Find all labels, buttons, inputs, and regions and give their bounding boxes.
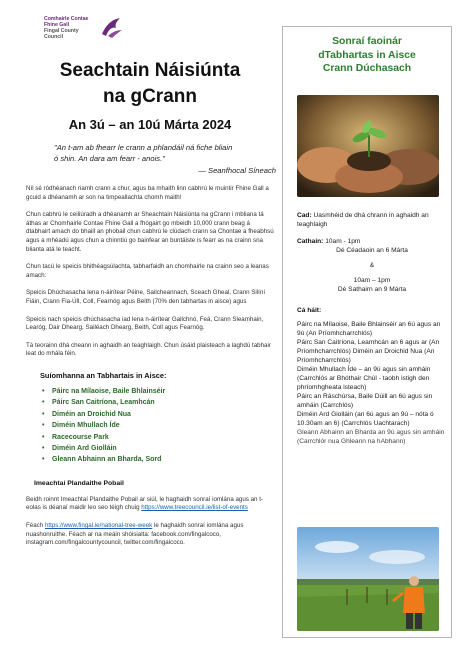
national-tree-week-link[interactable]: https://www.fingal.ie/national-tree-week — [44, 521, 153, 529]
location-item: Páirc San Caitríona, Leamhcán an 6 agus ar (An Príomhcharrchlós) Diméin an Droichid Nua (An Príomhcharrchlós) — [297, 339, 440, 364]
event-dates: An 3ú – an 10ú Márta 2024 — [68, 117, 232, 132]
quote-line: ó shin. An dara am fearr - anois." — [54, 154, 165, 163]
site-name: Páirc San Caitríona, Leamhcán — [52, 399, 155, 407]
sidebar-title-line: Sonraí faoinár — [332, 36, 402, 47]
location-item: Diméin Mhullach Íde – an 9ú agus sin amháin (Carrchlós ar Bhóthair Chúl - taobh istigh den phríomhgheata isteach) — [297, 366, 431, 391]
bullet-icon: • — [42, 387, 45, 395]
bullet-icon: • — [42, 410, 45, 418]
ca-label — [297, 306, 447, 315]
site-name: Racecourse Park — [52, 433, 109, 441]
cathain-row — [297, 237, 447, 246]
site-name: Diméin Ard Giolláin — [52, 444, 117, 452]
location-item: Páirc na Mílaoise, Baile Bhlainséir an 6ú agus an 9ú (An Príomhcharrchlós) — [297, 321, 441, 337]
sidebar-title — [283, 35, 451, 76]
hands-seedling-photo — [297, 95, 439, 197]
location-item: Diméin Ard Giolláin (an 6ú agus an 9ú – nóta ó 10.30am an 6) (Carrchlós Uachtarach) — [297, 411, 434, 427]
intro-paragraph: Níl sé ródhéanach riamh crann a chur, agus ba mhaith linn cabhrú le muintir Fhine Gall a gcuid a dhéanamh ar son na timpeallachta chomh maith! — [26, 185, 269, 201]
cathain-date: Dé Sathairn an 9 Márta — [337, 286, 407, 293]
tree-planting-photo — [297, 527, 439, 631]
body-paragraph: Chun cabhrú le ceiliúradh a dhéanamh ar Sheachtain Náisiúnta na gCrann i mbliana tá áthas ar Chomhairle Contae Fhine Gall a fhógairt go mbeidh 10,000 crann beag á dtabhairt amach do bhaill an phobail chun cabhrú le clúdach crann sa Chontae a fheabhsú agus a mhéadú agus chun a chinntiú go bainfear an buntáiste is fearr as na crainn sna blianta atá le teacht. — [26, 211, 274, 253]
ca-label-text: Cá háit: — [297, 307, 322, 314]
logo-line: Fingal County — [44, 28, 79, 34]
main-column — [26, 56, 274, 548]
title-line: Seachtain Náisiúnta — [59, 60, 241, 81]
more-prefix: Féach — [26, 521, 44, 529]
cathain-time: 10am – 1pm — [353, 277, 391, 284]
fingal-logo — [44, 12, 144, 52]
list-item — [42, 386, 274, 397]
site-name: Diméin an Droichid Nua — [52, 410, 131, 418]
cathain-label: Cathain: — [297, 238, 324, 245]
site-name: Diméin Mhullach Íde — [52, 422, 120, 430]
logo-line: Fhine Gall — [44, 22, 70, 28]
list-item — [42, 409, 274, 420]
location-item: Gleann Abhainn an Bharda an 9ú agus sin amháin (Carrchlór nua Ghleann na hAbhann) — [297, 429, 445, 445]
events-text: Beidh roinnt Imeachtaí Plandaithe Pobail ar siúl, le haghaidh sonraí iomlána agus an t-eolas is déanaí maidir leo seo téigh chuig — [26, 495, 263, 512]
cathain-date: Dé Céadaoin an 6 Márta — [336, 247, 408, 254]
body-paragraph: Chun tacú le speicis bhithéagsúlachta, tabharfaidh an chomhairle na crainn seo a leanas amach: — [26, 263, 269, 279]
logo-line: Council — [44, 34, 64, 40]
info-sidebar — [282, 26, 452, 638]
bullet-icon: • — [42, 422, 45, 430]
body-paragraph: Tá teorainn dhá cheann in aghaidh an teaghlaigh. Chun úsáid plaisteach a laghdú tabhair leat do mhála féin. — [26, 341, 271, 358]
events-paragraph — [26, 496, 274, 513]
logo-line: Comhairle Contae — [44, 16, 89, 22]
proverb-quote — [54, 142, 276, 176]
page-title — [26, 58, 274, 110]
cad-text: Uasmhéid de dhá chrann in aghaidh an teaghlaigh — [297, 212, 429, 228]
more-text: le haghaidh sonraí iomlána agus nuashonruithe. Féach ar na meáin shóisialta: facebook.com/fingalcoco, instagram.com/fingalcountycouncil, twitter.com/fingalcoco. — [26, 521, 244, 547]
cathain-time: 10am - 1pm — [325, 238, 361, 245]
title-line: na gCrann — [103, 86, 197, 107]
bird-logo-icon — [98, 14, 126, 42]
site-name: Gleann Abhainn an Bharda, Sord — [52, 456, 162, 464]
list-item — [42, 454, 274, 465]
site-name: Páirc na Mílaoise, Baile Bhlainséir — [52, 387, 166, 395]
sites-heading: Suíomhanna an Tabhartais in Aisce: — [40, 370, 167, 380]
quote-line: "An t-am ab fhearr le crann a phlandáil ná fiche bliain — [54, 143, 233, 152]
body-paragraph: Speicis Dhúchasacha lena n-áirítear Péine, Sailcheannach, Sceach Gheal, Crann Silíní Fiáin, Crann Fia-Úll, Coll, Fearnóg agus Beith (70% den tabhartas in aisce) agus — [26, 289, 266, 305]
bullet-icon: • — [42, 433, 45, 441]
list-item — [42, 432, 274, 443]
quote-source: — Seanfhocal Síneach — [198, 166, 276, 175]
list-item — [42, 397, 274, 408]
cad-row — [297, 211, 447, 229]
ampersand: & — [369, 262, 375, 269]
bullet-icon: • — [42, 456, 45, 464]
bullet-icon: • — [42, 399, 45, 407]
sidebar-details — [297, 211, 447, 446]
body-paragraph: Speicis nach speicis dhúchasacha iad lena n-áirítear Gallchnó, Feá, Crann Sleamhain, Learóg, Dair Dhearg, Sailéach Dhearg, Beith, Coll agus Fearnóg. — [26, 315, 264, 332]
location-item: Páirc an Ráschúrsa, Baile Dúill an 6ú agus sin amháin (Carrchlós) — [297, 393, 433, 409]
sites-list — [42, 386, 274, 466]
bullet-icon: • — [42, 444, 45, 452]
events-link[interactable]: https://www.treecouncil.ie/list-of-events — [141, 504, 248, 512]
list-item — [42, 420, 274, 431]
events-heading: Imeachtaí Plandaithe Pobail — [34, 479, 124, 487]
more-info-paragraph — [26, 522, 274, 548]
sidebar-title-line: Crann Dúchasach — [322, 63, 412, 74]
sidebar-title-line: dTabhartas in Aisce — [318, 49, 416, 61]
logo-text — [44, 16, 88, 40]
cad-label: Cad: — [297, 212, 312, 219]
list-item — [42, 443, 274, 454]
